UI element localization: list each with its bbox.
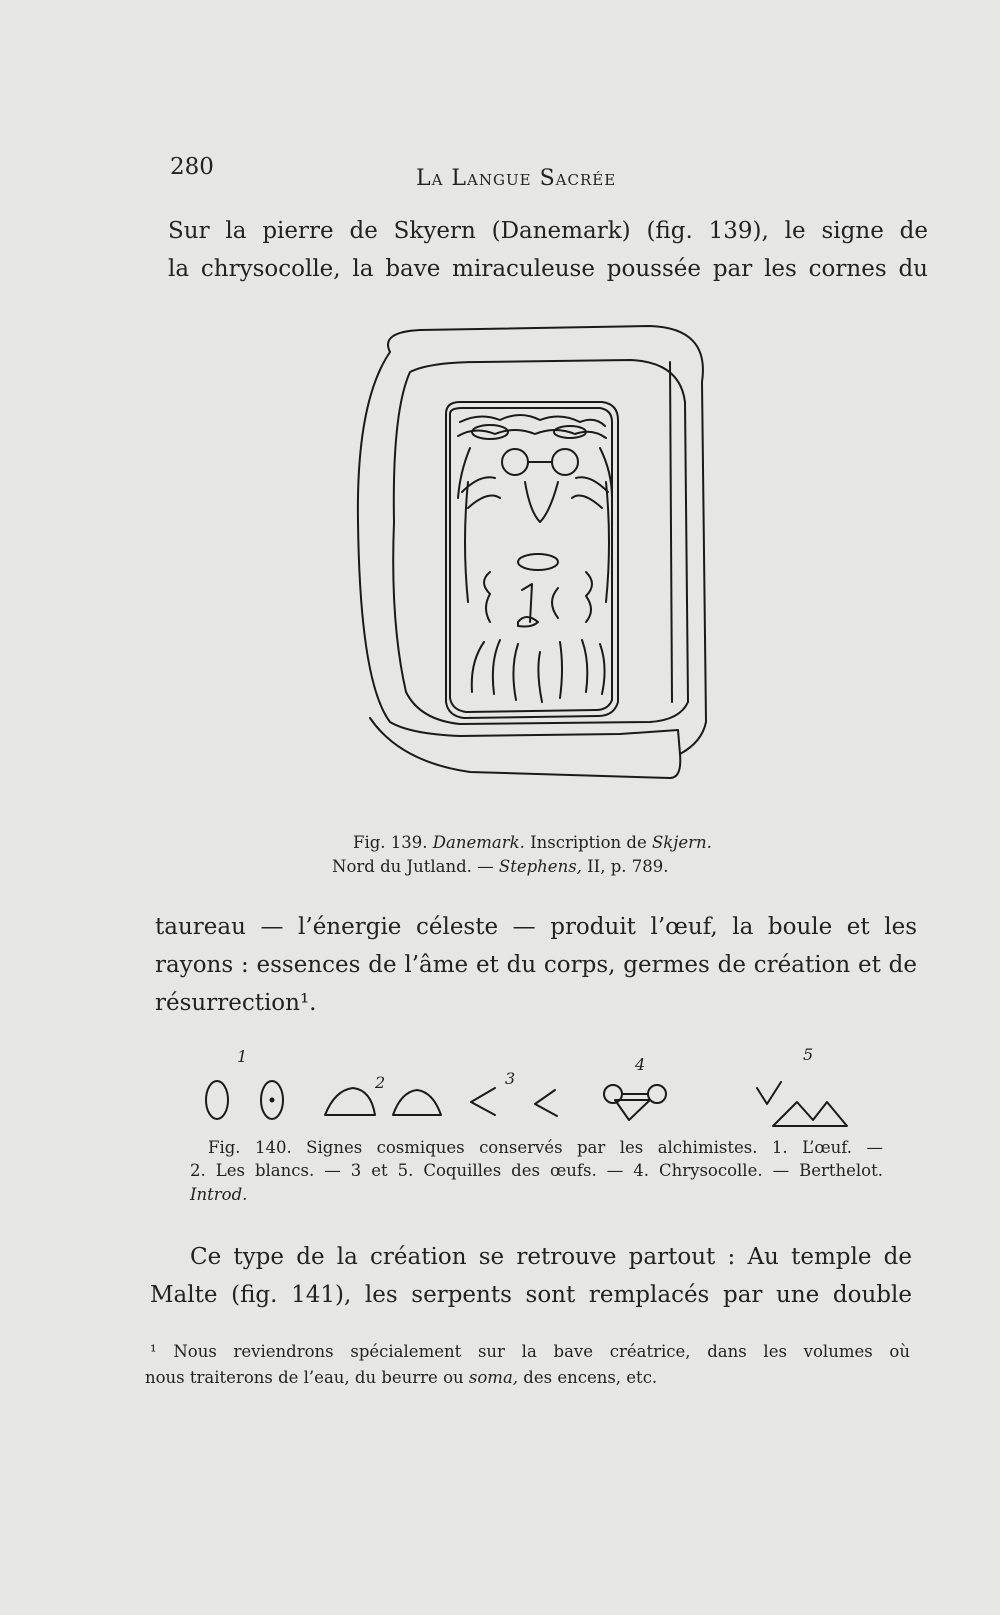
text-line: Malte (fig. 141), les serpents sont remplacés par une double [150,1282,912,1308]
label-1: 1 [237,1047,248,1066]
text-line: la chrysocolle, la bave miraculeuse poussée par les cornes du [168,256,928,282]
footnote-text: nous traiterons de l’eau, du beurre ou [145,1368,469,1387]
figure-140-cosmic-signs [195,1040,855,1140]
text-line: résurrection¹. [155,990,317,1016]
caption-text: Fig. 139. [353,833,433,852]
figure-140-caption-line-1: Fig. 140. Signes cosmiques conservés par les alchimistes. 1. L’œuf. — [208,1138,883,1157]
running-title: La Langue Sacrée [416,166,617,191]
caption-text: Nord du Jutland. — [332,857,499,876]
caption-italic: Skjern. [651,833,712,852]
text-line: Sur la pierre de Skyern (Danemark) (fig. 139), le signe de [168,218,928,244]
text-line: taureau — l’énergie céleste — produit l’œuf, la boule et les [155,914,917,940]
figure-140-caption-line-3: Introd. [190,1185,248,1204]
figure-140-caption-line-2: 2. Les blancs. — 3 et 5. Coquilles des œufs. — 4. Chrysocolle. — Berthelot. [190,1161,883,1180]
figure-139-skjern-stone [350,322,730,802]
text-line: rayons : essences de l’âme et du corps, germes de création et de [155,952,917,978]
label-2: 2 [375,1073,386,1092]
paragraph-3 [150,1238,912,1314]
text-line: Ce type de la création se retrouve partout : Au temple de [190,1244,912,1270]
page-number: 280 [170,154,214,180]
caption-italic: Stephens, [498,857,582,876]
label-5: 5 [803,1045,814,1064]
paragraph-1 [168,212,928,288]
label-4: 4 [635,1055,646,1074]
footnote-text: des encens, etc. [518,1368,658,1387]
footnote-line-2 [145,1366,657,1390]
caption-italic: Danemark. [432,833,525,852]
caption-text: II, p. 789. [581,857,669,876]
footnote-line-1: ¹ Nous reviendrons spécialement sur la bave créatrice, dans les volumes où [150,1342,910,1361]
figure-139-caption-line-1 [353,832,712,854]
label-3: 3 [505,1069,516,1088]
paragraph-2 [155,908,917,1022]
caption-text: Inscription de [524,833,652,852]
footnote-italic: soma, [468,1368,519,1387]
figure-139-caption-line-2 [332,856,668,878]
